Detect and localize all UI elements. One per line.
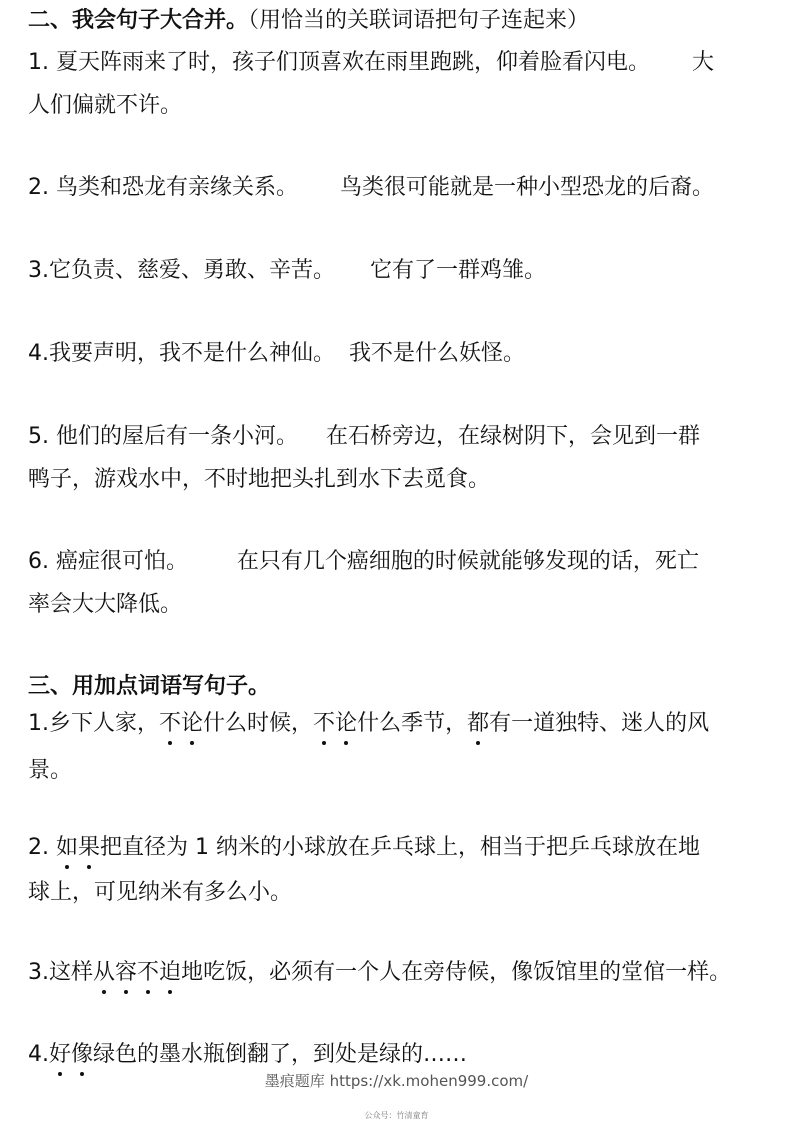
s3-item1-line2: 景。: [28, 758, 73, 783]
s2-item1-line2: 人们偏就不许。: [28, 93, 183, 118]
s3-item2-line2: 球上，可见纳米有多么小。: [28, 880, 293, 905]
emphasis-char: 不: [313, 709, 335, 739]
text-segment: 什么时候，: [203, 711, 314, 736]
s2-item6-line2: 率会大大降低。: [28, 592, 183, 617]
s2-item2-line1: 2. 鸟类和恐龙有亲缘关系。 鸟类很可能就是一种小型恐龙的后裔。: [28, 175, 714, 200]
emphasis-char: 容: [115, 958, 137, 988]
emphasis-char: 果: [78, 833, 100, 863]
emphasis-char: 好: [49, 1040, 71, 1070]
emphasis-char: 像: [71, 1040, 93, 1070]
text-segment: 什么季节，: [357, 711, 468, 736]
s2-item3-line1: 3.它负责、慈爱、勇敢、辛苦。 它有了一群鸡雏。: [28, 258, 546, 283]
s2-item5-line1: 5. 他们的屋后有一条小河。 在石桥旁边，在绿树阴下，会见到一群: [28, 424, 700, 449]
section2-heading: 二、我会句子大合并。: [28, 8, 249, 33]
emphasis-char: 从: [93, 958, 115, 988]
s2-item1-line1: 1. 夏天阵雨来了时，孩子们顶喜欢在雨里跑跳，仰着脸看闪电。 大: [28, 50, 714, 75]
account-text: 公众号：竹清童育: [364, 1111, 429, 1120]
section3-heading: 三、用加点词语写句子。: [28, 674, 271, 699]
text-segment: 把直径为 1 纳米的小球放在乒乓球上，相当于把乒乓球放在地: [100, 835, 701, 860]
text-segment: 绿色的墨水瓶倒翻了，到处是绿的……: [93, 1042, 468, 1067]
section2-heading-line: [28, 6, 773, 36]
watermark-text: 墨痕题库 https://xk.mohen999.com/: [264, 1072, 529, 1090]
s3-item3-line1: [28, 958, 773, 988]
text-segment: 1.乡下人家，: [28, 711, 159, 736]
text-segment: 地吃饭，必须有一个人在旁侍候，像饭馆里的堂倌一样。: [181, 960, 732, 985]
emphasis-char: 迫: [159, 958, 181, 988]
section2-note: （用恰当的关联词语把句子连起来）: [248, 8, 590, 33]
s2-item4-line1: 4.我要声明，我不是什么神仙。 我不是什么妖怪。: [28, 341, 525, 366]
text-segment: 有一道独特、迷人的风: [489, 711, 710, 736]
s2-item6-line1: 6. 癌症很可怕。 在只有几个癌细胞的时候就能够发现的话，死亡: [28, 549, 699, 574]
text-segment: 2.: [28, 835, 56, 860]
s3-item1-line1: [28, 709, 773, 739]
emphasis-char: 不: [137, 958, 159, 988]
emphasis-char: 论: [181, 709, 203, 739]
emphasis-char: 都: [467, 709, 489, 739]
emphasis-char: 论: [335, 709, 357, 739]
emphasis-char: 不: [159, 709, 181, 739]
text-segment: 4.: [28, 1042, 49, 1067]
emphasis-char: 如: [56, 833, 78, 863]
text-segment: 3.这样: [28, 960, 93, 985]
s3-item2-line1: [28, 833, 773, 863]
s3-item4-line1: [28, 1040, 773, 1070]
s2-item5-line2: 鸭子，游戏水中，不时地把头扎到水下去觅食。: [28, 467, 491, 492]
